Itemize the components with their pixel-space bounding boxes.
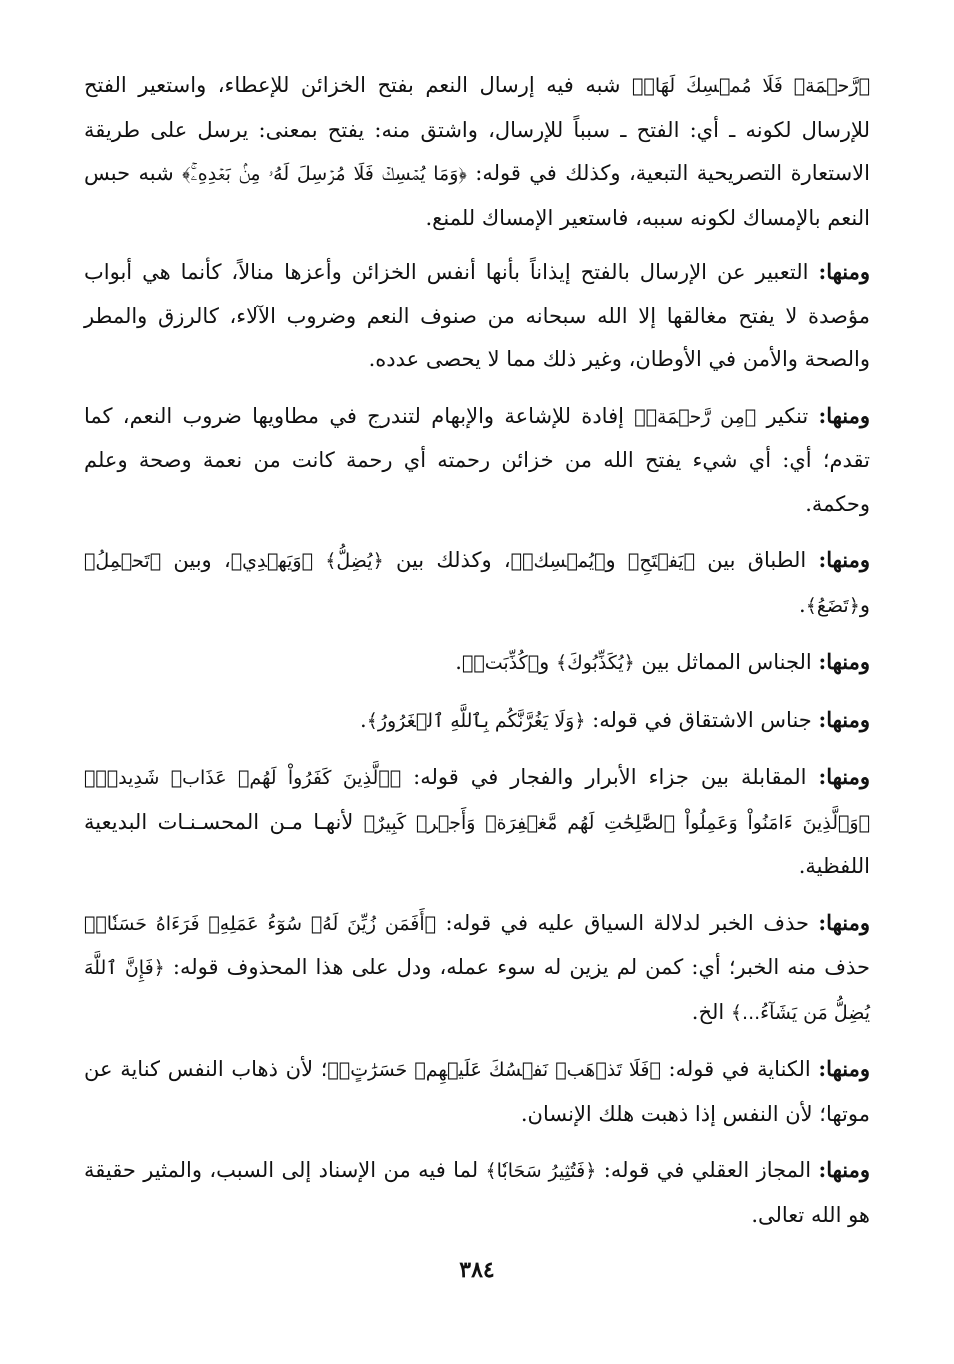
quran-quote: ﴿يُضِلُّ﴾ <box>325 550 384 572</box>
text-segment: المقابلة بين جزاء الأبرار والفجار في قوله: <box>401 765 819 789</box>
page-number: ٣٨٤ <box>459 1257 495 1283</box>
text-segment: ، وكذلك بين <box>383 548 511 572</box>
paragraph <box>84 1148 870 1237</box>
paragraph-lead: ومنها: <box>818 1157 871 1182</box>
text-segment: . <box>360 707 367 732</box>
text-segment: ، وبين <box>161 548 231 572</box>
text-segment: و <box>859 592 870 617</box>
text-segment: جناس الاشتقاق في قوله: <box>585 707 819 732</box>
quran-quote: ﴿يُمۡسِكۡ﴾ <box>510 550 606 572</box>
paragraph <box>84 640 870 686</box>
quran-quote: ﴿تَحۡمِلُ﴾ <box>84 550 162 572</box>
quran-quote: ﴿وَٱلَّذِينَ ءَامَنُواْ وَعَمِلُواْ ٱلصَّٰلِحَٰتِ لَهُم مَّغۡفِرَةٞ وَأَجۡرٞ كَبِيرٌ﴾ <box>363 811 870 834</box>
quran-quote: ﴿فَإِنَّ ٱللَّهَ يُضِلُّ مَن يَشَآءُ...﴾ <box>84 957 870 1024</box>
text-segment: الخ. <box>691 999 731 1024</box>
quran-quote: ﴿أَفَمَن زُيِّنَ لَهُۥ سُوٓءُ عَمَلِهِۦ فَرَءَاهُ حَسَنٗاۖ﴾ <box>84 912 437 935</box>
body-text <box>84 64 870 1249</box>
text-segment: تنكير <box>756 403 819 428</box>
paragraph-lead: ومنها: <box>818 649 870 674</box>
text-segment: . <box>799 592 806 617</box>
quran-quote: ﴿فَلَا تَذۡهَبۡ نَفۡسُكَ عَلَيۡهِمۡ حَسَرَٰتٍۚ﴾ <box>327 1059 661 1081</box>
paragraph-lead: ومنها: <box>818 259 870 284</box>
quran-quote: ﴿فَتُثِيرُ سَحَابٗا﴾ <box>485 1160 597 1182</box>
text-segment: إفادة للإشاعة والإبهام لتندرج في مطاويها ضروب النعم، كما تقدم؛ أي: أي شيء يفتح الله من خزائن رحمته أي رحمة كانت من نعمة وصحة وعلم وحكمة. <box>84 403 870 516</box>
text-segment: . <box>455 650 462 674</box>
text-segment: و <box>605 548 628 572</box>
paragraph-lead: ومنها: <box>818 909 870 935</box>
paragraph-lead: ومنها: <box>818 547 871 572</box>
text-segment <box>313 548 325 572</box>
paragraph <box>84 755 870 889</box>
quran-quote: ﴿رَّحۡمَةٖ فَلَا مُمۡسِكَ لَهَاۖ﴾ <box>632 75 870 97</box>
paragraph <box>84 250 870 382</box>
text-segment: و <box>539 650 556 674</box>
text-segment: التعبير عن الإرسال بالفتح إيذاناً بأنها أنفس الخزائن وأعزها منالاً، كأنما هي أبواب مؤصدة لا يفتح مغالقها إلا الله سبحانه من صنوف النعم وضروب الآلاء، كالرزق والمطر والصحة والأمن في الأوطان، وغير ذلك مما لا يحصى عدده. <box>84 260 870 371</box>
text-segment: حذف الخبر لدلالة السياق عليه في قوله: <box>436 910 819 935</box>
text-segment: لأنهـا مـن المحسـنـات البديعية اللفظية. <box>84 809 870 878</box>
paragraph <box>84 394 870 527</box>
text-segment: ؛ لأن ذهاب النفس كناية عن موتها؛ لأن النفس إذا ذهبت هلك الإنسان. <box>84 1057 870 1126</box>
quran-quote: ﴿وَمَا يُمۡسِكۡ فَلَا مُرۡسِلَ لَهُۥ مِنۢ بَعۡدِهِۦۚ﴾ <box>182 163 467 185</box>
text-segment: لما فيه من الإسناد إلى السبب، والمثير حقيقة هو الله تعالى. <box>84 1158 870 1227</box>
quran-quote: ﴿ٱلَّذِينَ كَفَرُواْ لَهُمۡ عَذَابٞ شَدِيدٞۖ﴾ <box>84 767 402 789</box>
paragraph-lead: ومنها: <box>818 706 870 732</box>
paragraph <box>84 901 870 1036</box>
quran-quote: ﴿يَفۡتَحِ﴾ <box>627 550 696 572</box>
text-segment: المجاز العقلي في قوله: <box>596 1158 819 1182</box>
paragraph <box>84 1047 870 1136</box>
paragraph <box>84 698 870 744</box>
paragraph-lead: ومنها: <box>818 1056 870 1081</box>
quran-quote: ﴿كُذِّبَتۡ﴾ <box>461 652 540 674</box>
paragraph-lead: ومنها: <box>818 764 870 789</box>
quran-quote: ﴿مِن رَّحۡمَةٖ﴾ <box>634 405 757 428</box>
paragraph <box>84 538 870 628</box>
text-segment: حذف منه الخبر؛ أي: كمن لم يزين له سوء عمله، ودل على هذا المحذوف قوله: <box>164 955 870 979</box>
text-segment: الجناس المماثل بين <box>634 650 819 674</box>
text-segment: الطباق بين <box>695 548 819 572</box>
text-segment: الكناية في قوله: <box>660 1057 819 1081</box>
quran-quote: ﴿تَضَعُ﴾ <box>805 594 860 617</box>
quran-quote: ﴿وَلَا يَغُرَّنَّكُم بِٱللَّهِ ٱلۡغَرُورُ﴾ <box>366 709 586 732</box>
text-segment: شبه حبس النعم بالإمساك لكونه سببه، فاستعير الإمساك للمنع. <box>84 161 870 230</box>
text-segment: شبه فيه إرسال النعم بفتح الخزائن للإعطاء، واستعير الفتح للإرسال لكونه ـ أي: الفتح ـ سبباً للإرسال، واشتق منه: يفتح بمعنى: يرسل على طريقة الاستعارة التصريحية التبعية، وكذلك في قوله: <box>84 73 870 185</box>
quran-quote: ﴿يُكَذِّبُوكَ﴾ <box>555 652 635 674</box>
quran-quote: ﴿وَيَهۡدِي﴾ <box>230 550 314 572</box>
paragraph <box>84 64 870 240</box>
paragraph-lead: ومنها: <box>818 402 871 428</box>
